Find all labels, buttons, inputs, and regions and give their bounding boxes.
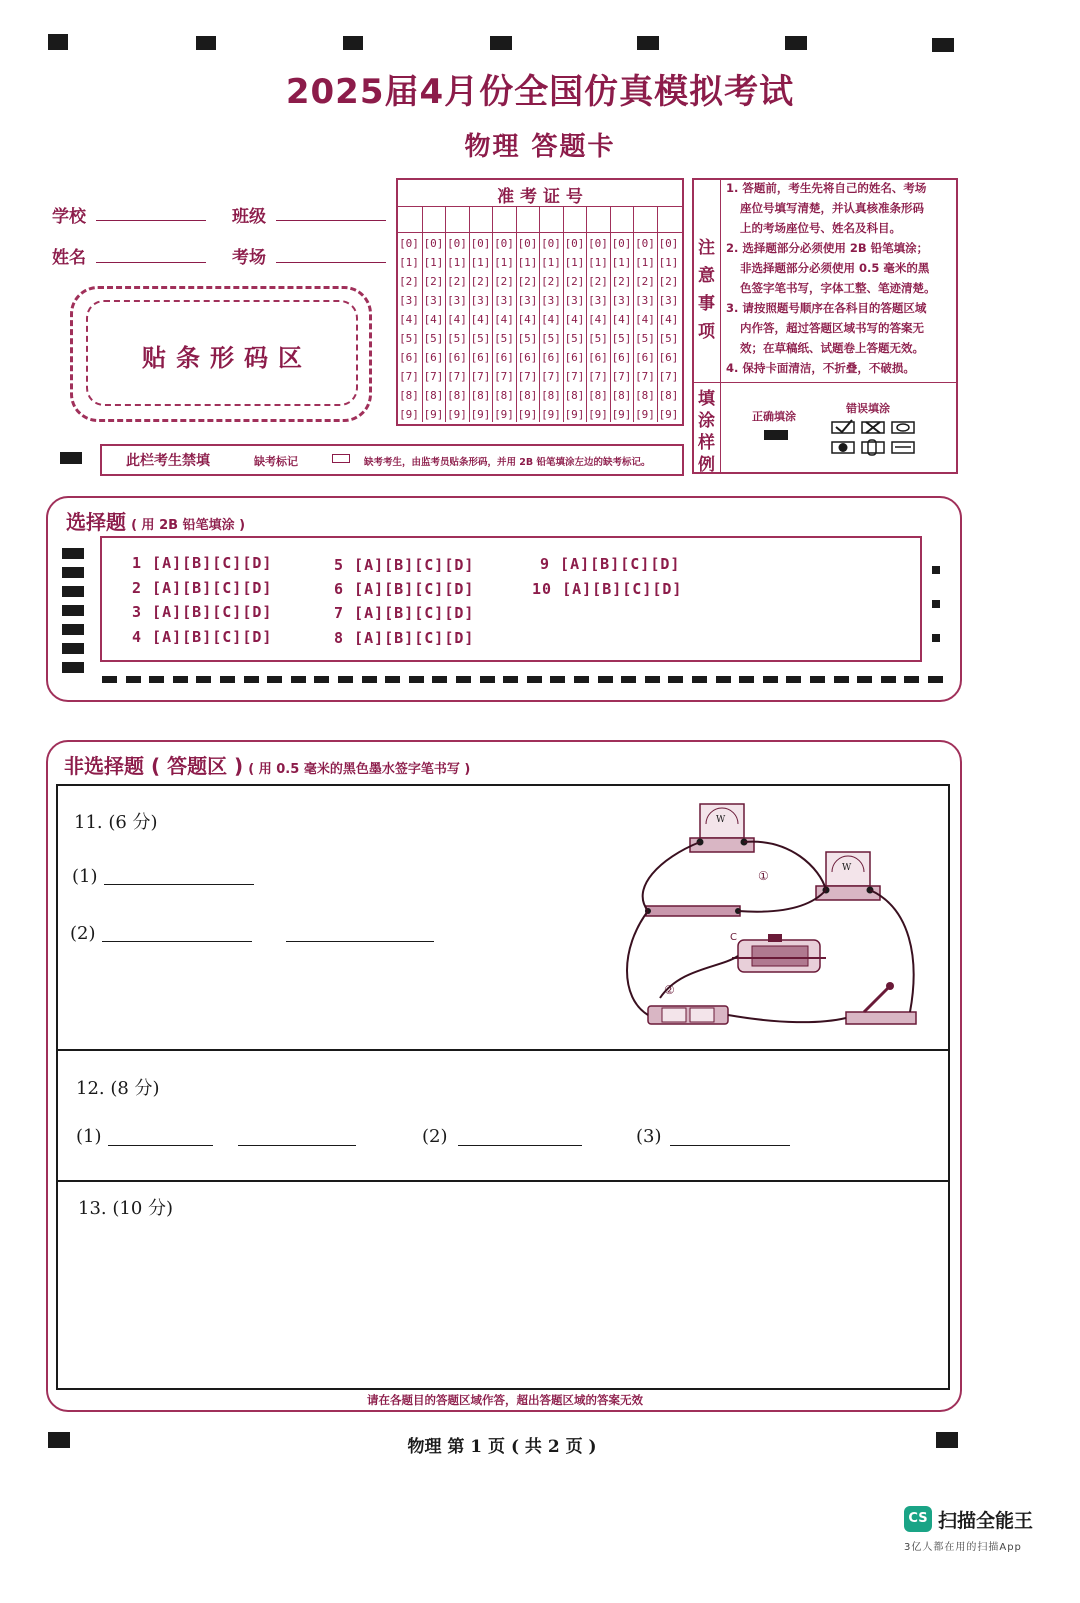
- meter-1-label: W: [716, 815, 726, 825]
- ticket-digit-bubble[interactable]: [0]: [635, 237, 655, 250]
- timing-mark: [338, 676, 353, 683]
- circuit-figure: [620, 798, 930, 1038]
- page-footer: 物理 第 1 页 ( 共 2 页 ): [407, 1437, 597, 1457]
- ticket-digit-bubble[interactable]: [3]: [399, 294, 419, 307]
- ticket-digit-bubble[interactable]: [7]: [541, 370, 561, 383]
- ticket-digit-bubble[interactable]: [8]: [447, 389, 467, 402]
- room-label: 考场: [232, 248, 266, 268]
- school-label: 学校: [52, 207, 86, 227]
- q11-part2-blank-b[interactable]: [286, 941, 434, 942]
- ticket-digit-bubble[interactable]: [0]: [470, 237, 491, 250]
- ticket-digit-bubble[interactable]: [5]: [635, 332, 655, 345]
- ticket-digit-bubble[interactable]: [4]: [611, 313, 632, 326]
- ticket-digit-bubble[interactable]: [1]: [517, 256, 538, 269]
- ticket-digit-bubble[interactable]: [2]: [658, 275, 679, 288]
- timing-mark: [267, 676, 282, 683]
- ticket-digit-bubble[interactable]: [5]: [564, 332, 585, 345]
- ticket-digit-bubble[interactable]: [8]: [399, 389, 419, 402]
- q12-part1-label: (1): [76, 1126, 102, 1147]
- ticket-digit-column: [657, 207, 680, 422]
- timing-mark: [432, 676, 447, 683]
- ticket-digit-bubble[interactable]: [2]: [470, 275, 491, 288]
- ticket-digit-bubble[interactable]: [8]: [588, 389, 608, 402]
- q12-part1-blank-a[interactable]: [108, 1145, 213, 1146]
- ticket-digit-bubble[interactable]: [5]: [658, 332, 679, 345]
- timing-mark: [904, 676, 919, 683]
- timing-mark: [149, 676, 164, 683]
- timing-mark: [173, 676, 188, 683]
- sample-wrong-label: 错误填涂: [846, 402, 890, 415]
- ticket-digit-bubble[interactable]: [0]: [611, 237, 632, 250]
- choice-title: 选择题: [66, 510, 126, 534]
- timing-mark: [716, 676, 731, 683]
- ticket-digit-bubble[interactable]: [1]: [611, 256, 632, 269]
- ticket-digit-bubble[interactable]: [4]: [423, 313, 444, 326]
- choice-question-6[interactable]: 6 [A][B][C][D]: [334, 580, 475, 598]
- alignment-marker: [932, 600, 940, 608]
- note-line: 上的考场座位号、姓名及科目。: [740, 221, 901, 235]
- alignment-marker: [932, 38, 954, 52]
- note-line: 3. 请按照题号顺序在各科目的答题区域: [726, 301, 927, 315]
- timing-mark: [456, 676, 471, 683]
- choice-question-2[interactable]: 2 [A][B][C][D]: [132, 579, 273, 597]
- timing-mark: [881, 676, 896, 683]
- ticket-digit-column: [398, 207, 420, 422]
- ticket-digit-bubble[interactable]: [6]: [447, 351, 467, 364]
- ticket-digit-bubble[interactable]: [0]: [658, 237, 679, 250]
- ticket-digit-bubble[interactable]: [7]: [611, 370, 632, 383]
- ticket-digit-bubble[interactable]: [8]: [658, 389, 679, 402]
- ticket-digit-bubble[interactable]: [6]: [658, 351, 679, 364]
- name-field[interactable]: [96, 262, 206, 263]
- room-field[interactable]: [276, 262, 386, 263]
- timing-mark: [126, 676, 141, 683]
- ticket-digit-bubble[interactable]: [6]: [399, 351, 419, 364]
- note-line: 内作答，超过答题区域书写的答案无: [740, 321, 924, 335]
- note-line: 色签字笔书写，字体工整、笔迹清楚。: [740, 281, 936, 295]
- ticket-digit-bubble[interactable]: [0]: [517, 237, 538, 250]
- ticket-digit-bubble[interactable]: [9]: [611, 408, 632, 421]
- ticket-digit-bubble[interactable]: [2]: [564, 275, 585, 288]
- ticket-digit-bubble[interactable]: [7]: [564, 370, 585, 383]
- ticket-digit-column: [610, 207, 633, 422]
- ticket-digit-bubble[interactable]: [2]: [541, 275, 561, 288]
- ticket-digit-bubble[interactable]: [9]: [564, 408, 585, 421]
- ticket-digit-bubble[interactable]: [3]: [494, 294, 514, 307]
- sample-correct-mark: [764, 430, 788, 440]
- ticket-digit-bubble[interactable]: [2]: [399, 275, 419, 288]
- q11-part1-blank[interactable]: [104, 884, 254, 885]
- timing-mark: [857, 676, 872, 683]
- timing-mark: [362, 676, 377, 683]
- ticket-digit-bubble[interactable]: [3]: [658, 294, 679, 307]
- timing-mark: [574, 676, 589, 683]
- notes-list: [726, 178, 954, 378]
- timing-mark: [314, 676, 329, 683]
- ticket-digit-bubble[interactable]: [1]: [423, 256, 444, 269]
- answer-area-footer: 请在各题目的答题区域作答，超出答题区域的答案无效: [367, 1393, 643, 1407]
- q12-part1-blank-b[interactable]: [238, 1145, 356, 1146]
- timing-mark: [786, 676, 801, 683]
- alignment-marker: [637, 36, 659, 50]
- barcode-label: 贴条形码区: [142, 344, 312, 372]
- ticket-digit-bubble[interactable]: [0]: [447, 237, 467, 250]
- sample-wrong-marks: [830, 418, 922, 460]
- timing-mark: [621, 676, 636, 683]
- timing-mark: [928, 676, 943, 683]
- timing-mark: [62, 624, 84, 635]
- ticket-digit-bubble[interactable]: [7]: [635, 370, 655, 383]
- ticket-digit-bubble[interactable]: [3]: [517, 294, 538, 307]
- notes-heading-text: 注意事项: [698, 238, 715, 342]
- timing-mark: [102, 676, 117, 683]
- ticket-digit-bubble[interactable]: [7]: [494, 370, 514, 383]
- q11-label: 11. (6 分): [74, 812, 158, 833]
- q12-part2-label: (2): [422, 1126, 448, 1147]
- timing-mark: [62, 548, 84, 559]
- timing-mark: [62, 567, 84, 578]
- ticket-digit-bubble[interactable]: [5]: [470, 332, 491, 345]
- ticket-digit-bubble[interactable]: [6]: [517, 351, 538, 364]
- choice-question-4[interactable]: 4 [A][B][C][D]: [132, 628, 273, 646]
- note-line: 座位号填写清楚，并认真核准条形码: [740, 201, 924, 215]
- ticket-digit-bubble[interactable]: [2]: [494, 275, 514, 288]
- ticket-digit-bubble[interactable]: [9]: [635, 408, 655, 421]
- nonchoice-title: 非选择题 ( 答题区 ): [64, 754, 244, 778]
- ticket-digit-bubble[interactable]: [1]: [494, 256, 514, 269]
- alignment-marker: [490, 36, 512, 50]
- timing-mark: [739, 676, 754, 683]
- timing-mark: [62, 605, 84, 616]
- timing-mark: [244, 676, 259, 683]
- ticket-digit-bubble[interactable]: [7]: [517, 370, 538, 383]
- ticket-digit-bubble[interactable]: [5]: [588, 332, 608, 345]
- ticket-digit-bubble[interactable]: [6]: [635, 351, 655, 364]
- alignment-marker: [48, 34, 68, 50]
- ticket-digit-bubble[interactable]: [4]: [635, 313, 655, 326]
- ticket-digit-bubble[interactable]: [3]: [423, 294, 444, 307]
- ticket-digit-bubble[interactable]: [1]: [447, 256, 467, 269]
- ticket-digit-bubble[interactable]: [6]: [564, 351, 585, 364]
- timing-mark: [763, 676, 778, 683]
- choice-question-10[interactable]: 10 [A][B][C][D]: [532, 580, 683, 598]
- ticket-digit-bubble[interactable]: [8]: [423, 389, 444, 402]
- ticket-digit-column: [539, 207, 562, 422]
- ticket-digit-column: [492, 207, 515, 422]
- choice-question-1[interactable]: 1 [A][B][C][D]: [132, 554, 273, 572]
- class-field[interactable]: [276, 220, 386, 221]
- ticket-digit-bubble[interactable]: [0]: [399, 237, 419, 250]
- ticket-digit-column: [586, 207, 609, 422]
- ticket-digit-column: [445, 207, 468, 422]
- class-label: 班级: [232, 207, 266, 227]
- ticket-digit-bubble[interactable]: [2]: [517, 275, 538, 288]
- ticket-digit-bubble[interactable]: [8]: [611, 389, 632, 402]
- note-line: 1. 答题前，考生先将自己的姓名、考场: [726, 181, 927, 195]
- scanner-brand: 扫描全能王: [938, 1510, 1034, 1532]
- meter-2-label: W: [842, 863, 852, 873]
- timing-mark: [409, 676, 424, 683]
- alignment-marker: [932, 566, 940, 574]
- scanner-logo-icon: [904, 1506, 932, 1532]
- timing-mark: [810, 676, 825, 683]
- ticket-digit-bubble[interactable]: [5]: [423, 332, 444, 345]
- q11-part1-label: (1): [72, 866, 98, 887]
- answer-area-12[interactable]: [56, 1049, 950, 1182]
- ticket-digit-bubble[interactable]: [3]: [588, 294, 608, 307]
- timing-mark: [480, 676, 495, 683]
- answer-area-13[interactable]: [56, 1180, 950, 1390]
- ticket-digit-column: [563, 207, 586, 422]
- page-subtitle: 物理 答题卡: [464, 132, 616, 162]
- name-label: 姓名: [52, 248, 86, 268]
- ticket-digit-bubble[interactable]: [4]: [447, 313, 467, 326]
- ticket-digit-bubble[interactable]: [2]: [588, 275, 608, 288]
- ticket-digit-bubble[interactable]: [4]: [494, 313, 514, 326]
- ticket-digit-bubble[interactable]: [6]: [423, 351, 444, 364]
- timing-mark: [598, 676, 613, 683]
- choice-question-8[interactable]: 8 [A][B][C][D]: [334, 629, 475, 647]
- nonchoice-title-wrap: [64, 750, 470, 779]
- ticket-number-title: 准 考 证 号: [497, 187, 583, 207]
- ticket-digit-column: [633, 207, 656, 422]
- ticket-digit-bubble[interactable]: [1]: [399, 256, 419, 269]
- ticket-digit-bubble[interactable]: [9]: [494, 408, 514, 421]
- ticket-digit-bubble[interactable]: [0]: [541, 237, 561, 250]
- ticket-digit-bubble[interactable]: [4]: [470, 313, 491, 326]
- ticket-digit-bubble[interactable]: [1]: [564, 256, 585, 269]
- ticket-digit-bubble[interactable]: [0]: [588, 237, 608, 250]
- school-field[interactable]: [96, 220, 206, 221]
- page-title: 2025届4月份全国仿真模拟考试: [285, 72, 795, 112]
- timing-mark: [503, 676, 518, 683]
- scanner-logo-text: CS: [908, 1511, 928, 1526]
- ticket-digit-bubble[interactable]: [4]: [517, 313, 538, 326]
- q12-part3-blank[interactable]: [670, 1145, 790, 1146]
- choice-question-5[interactable]: 5 [A][B][C][D]: [334, 556, 475, 574]
- absent-label: 此栏考生禁填: [126, 453, 210, 469]
- ticket-digit-bubble[interactable]: [4]: [541, 313, 561, 326]
- ticket-digit-bubble[interactable]: [7]: [470, 370, 491, 383]
- ticket-digit-bubble[interactable]: [9]: [470, 408, 491, 421]
- ticket-digit-bubble[interactable]: [0]: [423, 237, 444, 250]
- ticket-digit-column: [422, 207, 445, 422]
- ticket-digit-bubble[interactable]: [5]: [494, 332, 514, 345]
- ticket-digit-bubble[interactable]: [9]: [658, 408, 679, 421]
- ticket-digit-bubble[interactable]: [3]: [564, 294, 585, 307]
- note-line: 非选择题部分必须使用 0.5 毫米的黑: [740, 261, 930, 275]
- circuit-mark-2: ②: [664, 983, 675, 997]
- q11-part2-label: (2): [70, 923, 96, 944]
- absent-mark-box[interactable]: [332, 454, 350, 463]
- ticket-digit-bubble[interactable]: [6]: [541, 351, 561, 364]
- nonchoice-subtitle: ( 用 0.5 毫米的黑色墨水签字笔书写 ): [248, 762, 471, 777]
- alignment-marker: [932, 634, 940, 642]
- sample-correct-label: 正确填涂: [752, 410, 796, 423]
- choice-question-3[interactable]: 3 [A][B][C][D]: [132, 603, 273, 621]
- ticket-digit-column: [516, 207, 539, 422]
- q12-part3-label: (3): [636, 1126, 662, 1147]
- ticket-digit-bubble[interactable]: [3]: [635, 294, 655, 307]
- ticket-digit-bubble[interactable]: [7]: [658, 370, 679, 383]
- ticket-digit-bubble[interactable]: [8]: [635, 389, 655, 402]
- ticket-digit-bubble[interactable]: [9]: [399, 408, 419, 421]
- ticket-digit-bubble[interactable]: [5]: [517, 332, 538, 345]
- alignment-marker: [785, 36, 807, 50]
- ticket-digit-bubble[interactable]: [7]: [447, 370, 467, 383]
- circuit-mark-c: C: [730, 932, 737, 943]
- note-line: 4. 保持卡面清洁，不折叠，不破损。: [726, 361, 915, 375]
- timing-mark: [834, 676, 849, 683]
- absent-mark-label: 缺考标记: [254, 455, 298, 468]
- ticket-digit-bubble[interactable]: [2]: [611, 275, 632, 288]
- ticket-digit-bubble[interactable]: [9]: [423, 408, 444, 421]
- ticket-digit-bubble[interactable]: [2]: [635, 275, 655, 288]
- note-line: 效；在草稿纸、试题卷上答题无效。: [740, 341, 924, 355]
- ticket-digit-bubble[interactable]: [9]: [541, 408, 561, 421]
- ticket-digit-bubble[interactable]: [8]: [541, 389, 561, 402]
- ticket-digit-bubble[interactable]: [4]: [658, 313, 679, 326]
- ticket-digit-bubble[interactable]: [8]: [564, 389, 585, 402]
- ticket-digit-bubble[interactable]: [1]: [635, 256, 655, 269]
- q12-part2-blank[interactable]: [458, 1145, 582, 1146]
- choice-question-9[interactable]: 9 [A][B][C][D]: [540, 555, 681, 573]
- ticket-digit-bubble[interactable]: [8]: [494, 389, 514, 402]
- sample-heading-text: 填涂样例: [698, 389, 715, 475]
- timing-mark: [385, 676, 400, 683]
- timing-mark: [645, 676, 660, 683]
- ticket-digit-bubble[interactable]: [2]: [447, 275, 467, 288]
- alignment-marker: [196, 36, 216, 50]
- timing-mark: [62, 662, 84, 673]
- timing-mark: [692, 676, 707, 683]
- alignment-marker: [60, 452, 82, 464]
- timing-mark: [62, 586, 84, 597]
- alignment-marker: [343, 36, 363, 50]
- notes-divider-horizontal: [694, 382, 956, 383]
- ticket-digit-bubble[interactable]: [3]: [447, 294, 467, 307]
- ticket-digit-bubble[interactable]: [7]: [588, 370, 608, 383]
- ticket-digit-bubble[interactable]: [6]: [494, 351, 514, 364]
- ticket-digit-bubble[interactable]: [7]: [399, 370, 419, 383]
- ticket-digit-bubble[interactable]: [9]: [447, 408, 467, 421]
- ticket-digit-bubble[interactable]: [0]: [564, 237, 585, 250]
- ticket-digit-bubble[interactable]: [8]: [517, 389, 538, 402]
- timing-mark: [62, 643, 84, 654]
- scanner-slogan: 3亿人都在用的扫描App: [904, 1542, 1022, 1553]
- note-line: 2. 选择题部分必须使用 2B 铅笔填涂；: [726, 241, 929, 255]
- timing-mark: [196, 676, 211, 683]
- notes-divider-vertical: [720, 180, 721, 472]
- ticket-digit-bubble[interactable]: [0]: [494, 237, 514, 250]
- timing-mark: [527, 676, 542, 683]
- ticket-digit-bubble[interactable]: [2]: [423, 275, 444, 288]
- timing-mark: [550, 676, 565, 683]
- timing-mark: [291, 676, 306, 683]
- q12-label: 12. (8 分): [76, 1078, 160, 1099]
- timing-mark: [668, 676, 683, 683]
- ticket-digit-bubble[interactable]: [4]: [564, 313, 585, 326]
- ticket-digit-bubble[interactable]: [5]: [399, 332, 419, 345]
- ticket-digit-bubble[interactable]: [3]: [470, 294, 491, 307]
- ticket-digit-bubble[interactable]: [1]: [541, 256, 561, 269]
- circuit-mark-1: ①: [758, 869, 769, 883]
- q11-part2-blank-a[interactable]: [102, 941, 252, 942]
- ticket-digit-bubble[interactable]: [1]: [588, 256, 608, 269]
- choice-title-wrap: [66, 506, 245, 535]
- ticket-digit-bubble[interactable]: [7]: [423, 370, 444, 383]
- ticket-digit-column: [469, 207, 492, 422]
- ticket-digit-bubble[interactable]: [8]: [470, 389, 491, 402]
- ticket-digit-bubble[interactable]: [5]: [611, 332, 632, 345]
- timing-mark: [220, 676, 235, 683]
- ticket-digit-bubble[interactable]: [3]: [611, 294, 632, 307]
- ticket-digit-bubble[interactable]: [6]: [588, 351, 608, 364]
- ticket-digit-bubble[interactable]: [9]: [517, 408, 538, 421]
- notes-heading: [698, 234, 716, 346]
- absent-desc: 缺考考生，由监考员贴条形码，并用 2B 铅笔填涂左边的缺考标记。: [364, 457, 651, 468]
- ticket-digit-bubble[interactable]: [3]: [541, 294, 561, 307]
- q13-label: 13. (10 分): [78, 1198, 174, 1219]
- choice-subtitle: ( 用 2B 铅笔填涂 ): [131, 518, 246, 533]
- ticket-digit-bubble[interactable]: [1]: [470, 256, 491, 269]
- sample-heading: [698, 388, 716, 476]
- ticket-digit-bubble[interactable]: [6]: [611, 351, 632, 364]
- ticket-digit-bubble[interactable]: [4]: [588, 313, 608, 326]
- ticket-digit-bubble[interactable]: [1]: [658, 256, 679, 269]
- ticket-digit-bubble[interactable]: [5]: [447, 332, 467, 345]
- ticket-digit-bubble[interactable]: [5]: [541, 332, 561, 345]
- ticket-digit-bubble[interactable]: [4]: [399, 313, 419, 326]
- ticket-digit-bubble[interactable]: [6]: [470, 351, 491, 364]
- choice-question-7[interactable]: 7 [A][B][C][D]: [334, 604, 475, 622]
- ticket-digit-bubble[interactable]: [9]: [588, 408, 608, 421]
